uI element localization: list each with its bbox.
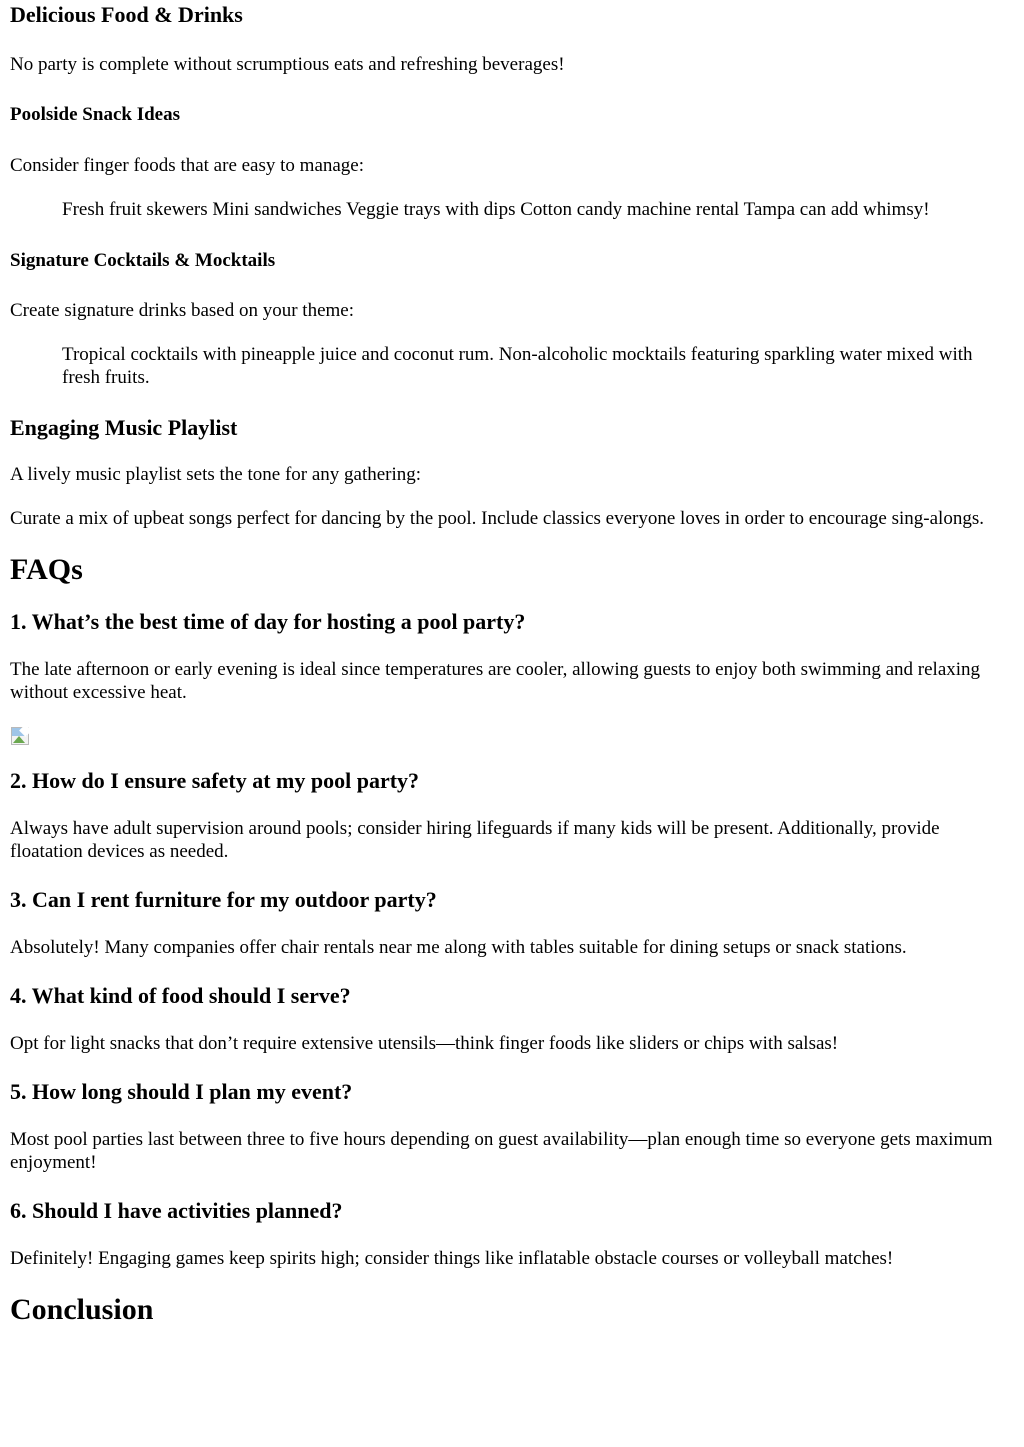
faq-answer-1: The late afternoon or early evening is ideal since temperatures are cooler, allowing guests to enjoy both swimming and relaxing without excessive heat.	[10, 659, 981, 703]
faq-answer-4: Opt for light snacks that don’t require extensive utensils—think finger foods like sliders or chips with salsas!	[10, 1033, 839, 1054]
music-heading: Engaging Music Playlist	[10, 415, 238, 440]
snacks-intro: Consider finger foods that are easy to manage:	[10, 155, 365, 176]
faq-question-2: 2. How do I ensure safety at my pool party?	[10, 768, 420, 793]
faq-question-4: 4. What kind of food should I serve?	[10, 983, 351, 1008]
food-intro: No party is complete without scrumptious eats and refreshing beverages!	[10, 54, 565, 75]
broken-image	[10, 726, 1014, 750]
faq-answer-3: Absolutely! Many companies offer chair rentals near me along with tables suitable for dining setups or snack stations.	[10, 937, 907, 958]
conclusion-heading: Conclusion	[10, 1293, 154, 1326]
drinks-quote: Tropical cocktails with pineapple juice and coconut rum. Non-alcoholic mocktails featuring sparkling water mixed with fresh fruits.	[62, 344, 973, 388]
faq-question-3: 3. Can I rent furniture for my outdoor party?	[10, 887, 437, 912]
music-body: Curate a mix of upbeat songs perfect for dancing by the pool. Include classics everyone loves in order to encourage sing-alongs.	[10, 508, 984, 529]
snacks-heading: Poolside Snack Ideas	[10, 104, 180, 125]
music-intro: A lively music playlist sets the tone for any gathering:	[10, 464, 422, 485]
faq-question-5: 5. How long should I plan my event?	[10, 1079, 353, 1104]
faq-answer-6: Definitely! Engaging games keep spirits high; consider things like inflatable obstacle courses or volleyball matches!	[10, 1248, 894, 1269]
faqs-heading: FAQs	[10, 553, 83, 586]
food-heading: Delicious Food & Drinks	[10, 2, 243, 27]
snacks-quote: Fresh fruit skewers Mini sandwiches Veggie trays with dips Cotton candy machine rental Tampa can add whimsy!	[62, 199, 930, 220]
faq-answer-5: Most pool parties last between three to five hours depending on guest availability—plan enough time so everyone gets maximum enjoyment!	[10, 1129, 993, 1173]
faq-answer-2: Always have adult supervision around pools; consider hiring lifeguards if many kids will be present. Additionally, provide floatation devices as needed.	[10, 818, 940, 862]
faq-question-1: 1. What’s the best time of day for hosting a pool party?	[10, 609, 526, 634]
drinks-heading: Signature Cocktails & Mocktails	[10, 250, 276, 271]
article	[0, 1, 1024, 1328]
broken-image-icon	[10, 726, 30, 746]
faq-question-6: 6. Should I have activities planned?	[10, 1198, 343, 1223]
drinks-intro: Create signature drinks based on your theme:	[10, 300, 355, 321]
